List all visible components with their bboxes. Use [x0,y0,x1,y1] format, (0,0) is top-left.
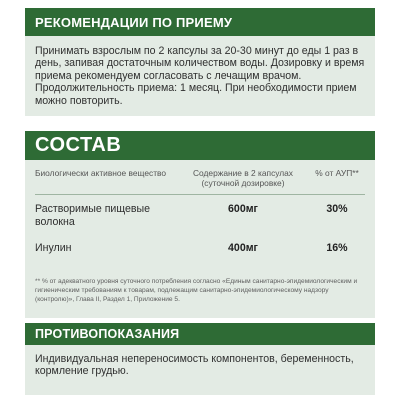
row-percent: 16% [326,242,348,254]
composition-title: СОСТАВ [35,134,122,156]
row-amount: 400мг [228,242,258,254]
header-ingredient: Биологически активное вещество [35,168,167,178]
row-ingredient: Инулин [35,242,72,254]
dosage-panel [25,36,375,116]
dosage-title: РЕКОМЕНДАЦИИ ПО ПРИЕМУ [35,14,233,30]
composition-header [25,131,375,160]
header-percent: % от АУП** [315,168,359,178]
table-row [35,203,365,229]
contraindications-header [25,323,375,345]
composition-panel [25,160,375,318]
contraindications-title: ПРОТИВОПОКАЗАНИЯ [35,327,180,341]
table-divider [35,194,365,195]
contraindications-text: Индивидуальная непереносимость компонентов, беременность, кормление грудью. [35,353,354,378]
header-amount: Содержание в 2 капсулах (суточной дозировке) [193,168,293,188]
dosage-text: Принимать взрослым по 2 капсулы за 20-30 минут до еды 1 раз в день, запивая достаточным количеством воды. Дозировку и время приема рекомендуем согласовать с лечащим врачом. Продолжительность приема: 1 месяц. При необходимости прием можно повторить. [35,45,365,107]
contraindications-panel [25,345,375,395]
composition-footnote: ** % от адекватного уровня суточного потребления согласно «Единым санитарно-эпидемиологическим и гигиеническим требованиям к товарам, подлежащим санитарно-эпидемиологическому надзору (контролю)», Глава II, Раздел 1, Приложение 5. [35,278,358,303]
row-percent: 30% [326,203,348,215]
table-row [35,242,365,255]
row-ingredient: Растворимые пищевые волокна [35,203,150,228]
dosage-header [25,8,375,36]
row-amount: 600мг [228,203,258,215]
composition-table-header [35,168,365,188]
